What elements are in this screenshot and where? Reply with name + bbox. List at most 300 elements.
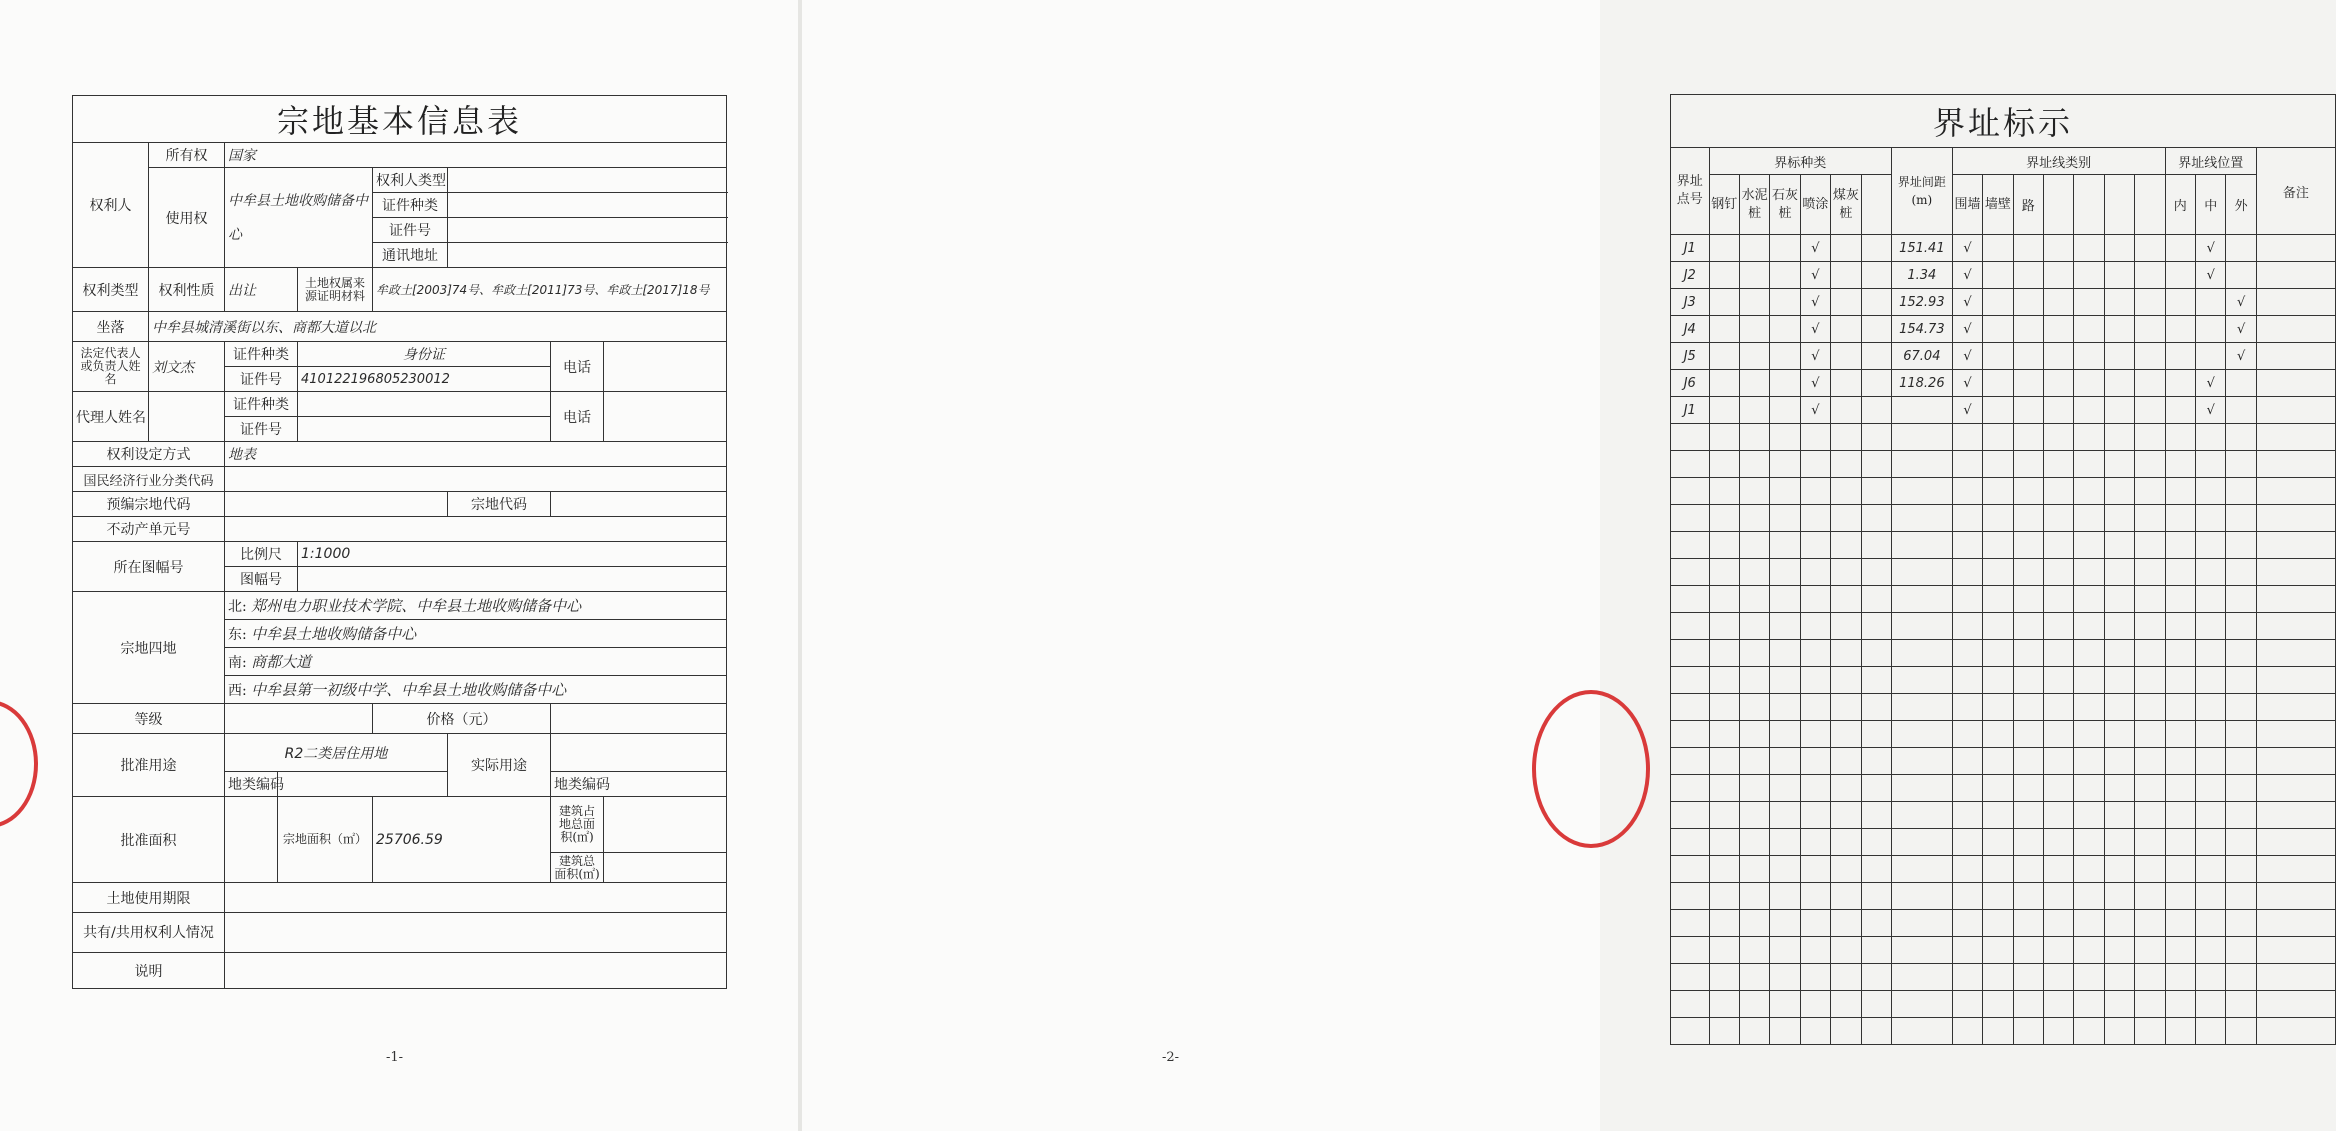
line-type-cell [2013, 937, 2043, 964]
point-id-cell [1671, 829, 1710, 856]
line-type-cell [2104, 235, 2134, 262]
marker-cell [1831, 370, 1861, 397]
point-id-cell: J5 [1671, 343, 1710, 370]
distance-cell [1891, 505, 1952, 532]
position-cell [2196, 775, 2226, 802]
line-type-cell [2074, 613, 2104, 640]
wall-cell [1952, 1018, 1982, 1045]
marker-cell [1831, 424, 1861, 451]
position-cell [2165, 424, 2195, 451]
point-id-cell [1671, 856, 1710, 883]
parcel-code-label: 宗地代码 [448, 492, 551, 517]
line-type-cell [2135, 262, 2165, 289]
line-type-cell [2074, 397, 2104, 424]
position-cell [2196, 613, 2226, 640]
line-type-cell [2013, 775, 2043, 802]
line-type-cell [2013, 613, 2043, 640]
line-type-cell [1983, 262, 2013, 289]
line-type-cell [2074, 937, 2104, 964]
boundary-row [1671, 910, 2336, 937]
marker-cell [1831, 1018, 1861, 1045]
position-cell [2196, 424, 2226, 451]
marker-cell [1770, 397, 1800, 424]
line-type-cell [2104, 316, 2134, 343]
paint-cell [1800, 802, 1830, 829]
remark-value [225, 953, 727, 989]
wall-cell [1952, 910, 1982, 937]
position-cell [2165, 451, 2195, 478]
distance-cell [1891, 424, 1952, 451]
marker-cell [1739, 262, 1769, 289]
line-type-cell [2013, 802, 2043, 829]
line-type-cell [2013, 397, 2043, 424]
line-type-cell [2135, 775, 2165, 802]
line-type-cell [2135, 802, 2165, 829]
boundary-row [1671, 964, 2336, 991]
boundary-row [1671, 262, 2336, 289]
paint-cell: √ [1800, 235, 1830, 262]
line-type-cell [2135, 964, 2165, 991]
wall-cell [1952, 451, 1982, 478]
position-cell: √ [2196, 397, 2226, 424]
marker-cell [1770, 640, 1800, 667]
marker-cell [1770, 883, 1800, 910]
id-number-value [448, 218, 727, 243]
actual-use-label: 实际用途 [448, 734, 551, 797]
marker-cell [1709, 586, 1739, 613]
line-type-cell [2013, 1018, 2043, 1045]
holder-type-value [448, 168, 727, 193]
address-label: 通讯地址 [373, 243, 448, 268]
line-type-cell [2104, 613, 2134, 640]
line-type-cell [2043, 1018, 2073, 1045]
point-id-cell [1671, 424, 1710, 451]
line-type-cell [2043, 478, 2073, 505]
cert-type-label: 证件种类 [225, 342, 298, 367]
paint-cell: √ [1800, 289, 1830, 316]
use-term-label: 土地使用期限 [73, 883, 225, 913]
marker-cell [1831, 856, 1861, 883]
boundary-row [1671, 451, 2336, 478]
marker-cell [1770, 964, 1800, 991]
wall-cell: √ [1952, 262, 1982, 289]
line-type-cell [2043, 640, 2073, 667]
paint-cell [1800, 559, 1830, 586]
position-cell [2165, 343, 2195, 370]
line-type-cell [1983, 613, 2013, 640]
wall-cell [1952, 802, 1982, 829]
position-cell [2196, 532, 2226, 559]
boundary-row [1671, 478, 2336, 505]
approved-use-label: 批准用途 [73, 734, 225, 797]
position-cell [2226, 370, 2256, 397]
position-cell [2226, 694, 2256, 721]
line-type-cell [2104, 883, 2134, 910]
line-type-cell [2074, 721, 2104, 748]
distance-cell [1891, 964, 1952, 991]
position-cell [2165, 667, 2195, 694]
ownership-label: 所有权 [149, 143, 225, 168]
marker-blank-header [1861, 175, 1891, 235]
parcel-area-label: 宗地面积（㎡） [278, 797, 373, 883]
line-type-cell [2013, 505, 2043, 532]
line-type-cell [1983, 532, 2013, 559]
marker-cell [1739, 397, 1769, 424]
boundary-row [1671, 370, 2336, 397]
position-cell [2226, 424, 2256, 451]
line-type-cell [2013, 910, 2043, 937]
location-label: 坐落 [73, 312, 149, 342]
position-cell [2165, 991, 2195, 1018]
position-cell [2226, 937, 2256, 964]
scale-label: 比例尺 [225, 542, 298, 567]
wall-cell [1952, 829, 1982, 856]
line-type-cell [2104, 505, 2134, 532]
line-type-cell [2074, 775, 2104, 802]
point-id-cell: J3 [1671, 289, 1710, 316]
distance-cell [1891, 802, 1952, 829]
marker-cell [1709, 748, 1739, 775]
paint-cell [1800, 775, 1830, 802]
position-cell [2165, 964, 2195, 991]
line-type-cell [1983, 829, 2013, 856]
marker-cell [1861, 559, 1891, 586]
agent-cert-no-label: 证件号 [225, 417, 298, 442]
cement-pile-header: 水泥桩 [1739, 175, 1769, 235]
line-blank-header-4 [2135, 175, 2165, 235]
west-label: 西: [228, 683, 247, 699]
marker-cell [1709, 775, 1739, 802]
position-cell [2226, 721, 2256, 748]
position-cell [2165, 883, 2195, 910]
wall-cell [1952, 613, 1982, 640]
marker-cell [1831, 262, 1861, 289]
line-type-cell [2013, 883, 2043, 910]
distance-cell [1891, 694, 1952, 721]
line-type-cell [2135, 505, 2165, 532]
approved-landclass-value [278, 772, 448, 797]
line-type-cell [2043, 289, 2073, 316]
paint-cell [1800, 748, 1830, 775]
paint-cell [1800, 1018, 1830, 1045]
marker-cell [1831, 316, 1861, 343]
marker-cell [1709, 883, 1739, 910]
marker-cell [1831, 559, 1861, 586]
position-cell [2226, 640, 2256, 667]
line-type-cell [2074, 694, 2104, 721]
boundary-row [1671, 532, 2336, 559]
marker-cell [1709, 856, 1739, 883]
line-position-header: 界址线位置 [2165, 148, 2256, 175]
line-type-cell [2104, 1018, 2134, 1045]
line-type-cell [2104, 991, 2134, 1018]
address-value [448, 243, 727, 268]
line-type-cell [2074, 829, 2104, 856]
position-cell [2165, 1018, 2195, 1045]
line-type-cell [2013, 721, 2043, 748]
position-cell [2196, 802, 2226, 829]
paint-cell [1800, 532, 1830, 559]
note-cell [2256, 451, 2335, 478]
line-type-cell [2074, 586, 2104, 613]
marker-cell [1770, 370, 1800, 397]
use-right-value: 中牟县土地收购储备中心 [225, 168, 373, 268]
wall-cell [1952, 721, 1982, 748]
marker-cell [1709, 370, 1739, 397]
marker-cell [1861, 640, 1891, 667]
inner-header: 内 [2165, 175, 2195, 235]
distance-cell [1891, 721, 1952, 748]
marker-cell [1770, 802, 1800, 829]
marker-cell [1709, 613, 1739, 640]
line-type-cell [2135, 289, 2165, 316]
line-type-cell [2135, 370, 2165, 397]
position-cell: √ [2196, 370, 2226, 397]
marker-cell [1831, 748, 1861, 775]
point-id-cell [1671, 667, 1710, 694]
distance-cell [1891, 856, 1952, 883]
boundary-row [1671, 694, 2336, 721]
paint-cell: √ [1800, 397, 1830, 424]
line-type-cell [2104, 424, 2134, 451]
line-type-cell [2135, 316, 2165, 343]
agent-phone-value [604, 392, 727, 442]
line-type-cell [2013, 262, 2043, 289]
marker-cell [1861, 937, 1891, 964]
position-cell [2226, 667, 2256, 694]
wall-cell [1952, 532, 1982, 559]
position-cell [2196, 667, 2226, 694]
position-cell [2165, 802, 2195, 829]
line-type-cell [2043, 775, 2073, 802]
position-cell [2165, 559, 2195, 586]
west-value: 中牟县第一初级中学、中牟县土地收购储备中心 [251, 681, 567, 699]
marker-cell [1861, 370, 1891, 397]
note-cell [2256, 937, 2335, 964]
line-type-cell [2013, 478, 2043, 505]
setup-method-value: 地表 [225, 442, 727, 467]
line-type-cell [2043, 721, 2073, 748]
road-header: 路 [2013, 175, 2043, 235]
line-type-cell [2104, 640, 2134, 667]
marker-cell [1831, 289, 1861, 316]
position-cell: √ [2196, 262, 2226, 289]
marker-cell [1831, 505, 1861, 532]
marker-cell [1770, 451, 1800, 478]
marker-cell [1770, 262, 1800, 289]
line-type-cell [2104, 451, 2134, 478]
line-type-cell [1983, 343, 2013, 370]
use-right-label: 使用权 [149, 168, 225, 268]
boundary-row [1671, 586, 2336, 613]
line-type-cell [2074, 964, 2104, 991]
line-type-cell [1983, 478, 2013, 505]
line-type-cell [2074, 640, 2104, 667]
id-type-label: 证件种类 [373, 193, 448, 218]
distance-cell [1891, 748, 1952, 775]
note-cell [2256, 667, 2335, 694]
position-cell [2196, 964, 2226, 991]
position-cell [2226, 505, 2256, 532]
marker-cell [1709, 640, 1739, 667]
point-id-cell [1671, 883, 1710, 910]
line-type-cell [2074, 991, 2104, 1018]
marker-cell [1709, 262, 1739, 289]
id-type-value [448, 193, 727, 218]
sheet-no-value [298, 567, 727, 592]
marker-cell [1739, 343, 1769, 370]
marker-cell [1739, 910, 1769, 937]
legal-rep-label: 法定代表人或负责人姓名 [73, 342, 149, 392]
marker-cell [1709, 478, 1739, 505]
position-cell [2165, 532, 2195, 559]
line-type-cell [2135, 829, 2165, 856]
note-cell [2256, 640, 2335, 667]
boundary-row [1671, 883, 2336, 910]
wall-cell: √ [1952, 343, 1982, 370]
position-cell [2165, 370, 2195, 397]
right-type-label: 权利类型 [73, 268, 149, 312]
line-type-cell [2043, 694, 2073, 721]
page-number-1: -1- [386, 1050, 404, 1065]
line-type-cell [2074, 856, 2104, 883]
realty-unit-value [225, 517, 727, 542]
marker-cell [1770, 235, 1800, 262]
marker-cell [1770, 559, 1800, 586]
marker-cell [1739, 316, 1769, 343]
paint-cell [1800, 586, 1830, 613]
line-type-cell [1983, 748, 2013, 775]
boundary-row [1671, 775, 2336, 802]
marker-cell [1861, 586, 1891, 613]
line-type-cell [2013, 748, 2043, 775]
marker-cell [1831, 613, 1861, 640]
line-type-cell [2074, 262, 2104, 289]
holder-type-label: 权利人类型 [373, 168, 448, 193]
wall-cell [1952, 856, 1982, 883]
note-cell [2256, 370, 2335, 397]
line-type-cell [1983, 910, 2013, 937]
line-type-cell [2135, 451, 2165, 478]
cert-type-value: 身份证 [298, 342, 551, 367]
point-id-cell [1671, 991, 1710, 1018]
line-type-cell [2043, 586, 2073, 613]
distance-cell [1891, 586, 1952, 613]
marker-cell [1770, 532, 1800, 559]
wall-cell: √ [1952, 370, 1982, 397]
industry-code-label: 国民经济行业分类代码 [73, 467, 225, 492]
marker-cell [1831, 694, 1861, 721]
position-cell [2226, 478, 2256, 505]
setup-method-label: 权利设定方式 [73, 442, 225, 467]
building-footprint-label: 建筑占地总面积(㎡) [551, 797, 604, 853]
ownership-value: 国家 [225, 143, 727, 168]
point-id-cell [1671, 1018, 1710, 1045]
line-type-cell [2104, 802, 2134, 829]
marker-cell [1831, 883, 1861, 910]
marker-cell [1739, 370, 1769, 397]
marker-cell [1770, 910, 1800, 937]
building-footprint-value [604, 797, 727, 853]
position-cell [2226, 532, 2256, 559]
wall-face-header: 墙壁 [1983, 175, 2013, 235]
south-row [225, 648, 727, 676]
distance-cell [1891, 397, 1952, 424]
line-type-header: 界址线类别 [1952, 148, 2165, 175]
boundary-row [1671, 991, 2336, 1018]
marker-cell [1861, 613, 1891, 640]
boundary-row [1671, 829, 2336, 856]
marker-cell [1739, 451, 1769, 478]
point-id-cell [1671, 694, 1710, 721]
wall-cell: √ [1952, 235, 1982, 262]
line-type-cell [2043, 613, 2073, 640]
marker-cell [1861, 316, 1891, 343]
position-cell [2226, 964, 2256, 991]
line-type-cell [1983, 856, 2013, 883]
line-type-cell [1983, 775, 2013, 802]
marker-cell [1770, 775, 1800, 802]
line-type-cell [1983, 586, 2013, 613]
position-cell [2226, 829, 2256, 856]
paint-cell [1800, 694, 1830, 721]
note-cell [2256, 829, 2335, 856]
wall-cell [1952, 775, 1982, 802]
line-type-cell [2104, 964, 2134, 991]
paint-cell [1800, 964, 1830, 991]
marker-cell [1709, 694, 1739, 721]
marker-cell [1831, 343, 1861, 370]
wall-header: 围墙 [1952, 175, 1982, 235]
boundary-title: 界址标示 [1671, 95, 2336, 148]
marker-cell [1709, 1018, 1739, 1045]
line-type-cell [2104, 748, 2134, 775]
marker-cell [1831, 451, 1861, 478]
note-cell [2256, 262, 2335, 289]
marker-cell [1831, 640, 1861, 667]
marker-cell [1831, 802, 1861, 829]
grade-value [225, 704, 373, 734]
marker-cell [1739, 235, 1769, 262]
red-seal-left [0, 700, 38, 828]
page-title: 宗地基本信息表 [73, 96, 727, 143]
position-cell [2196, 694, 2226, 721]
steel-nail-header: 钢钉 [1709, 175, 1739, 235]
marker-cell [1709, 235, 1739, 262]
marker-cell [1831, 829, 1861, 856]
south-label: 南: [228, 655, 247, 671]
line-type-cell [2013, 559, 2043, 586]
parcel-area-value: 25706.59 [373, 797, 551, 883]
marker-cell [1739, 640, 1769, 667]
north-value: 郑州电力职业技术学院、中牟县土地收购储备中心 [251, 597, 582, 615]
line-type-cell [2135, 478, 2165, 505]
line-type-cell [2013, 316, 2043, 343]
wall-cell [1952, 586, 1982, 613]
paint-cell [1800, 883, 1830, 910]
wall-cell: √ [1952, 289, 1982, 316]
line-type-cell [2074, 1018, 2104, 1045]
remark-label: 说明 [73, 953, 225, 989]
pre-parcel-code-label: 预编宗地代码 [73, 492, 225, 517]
note-cell [2256, 424, 2335, 451]
line-type-cell [2104, 559, 2134, 586]
paint-cell [1800, 505, 1830, 532]
line-type-cell [1983, 1018, 2013, 1045]
position-cell [2226, 397, 2256, 424]
grade-label: 等级 [73, 704, 225, 734]
line-type-cell [2104, 532, 2134, 559]
